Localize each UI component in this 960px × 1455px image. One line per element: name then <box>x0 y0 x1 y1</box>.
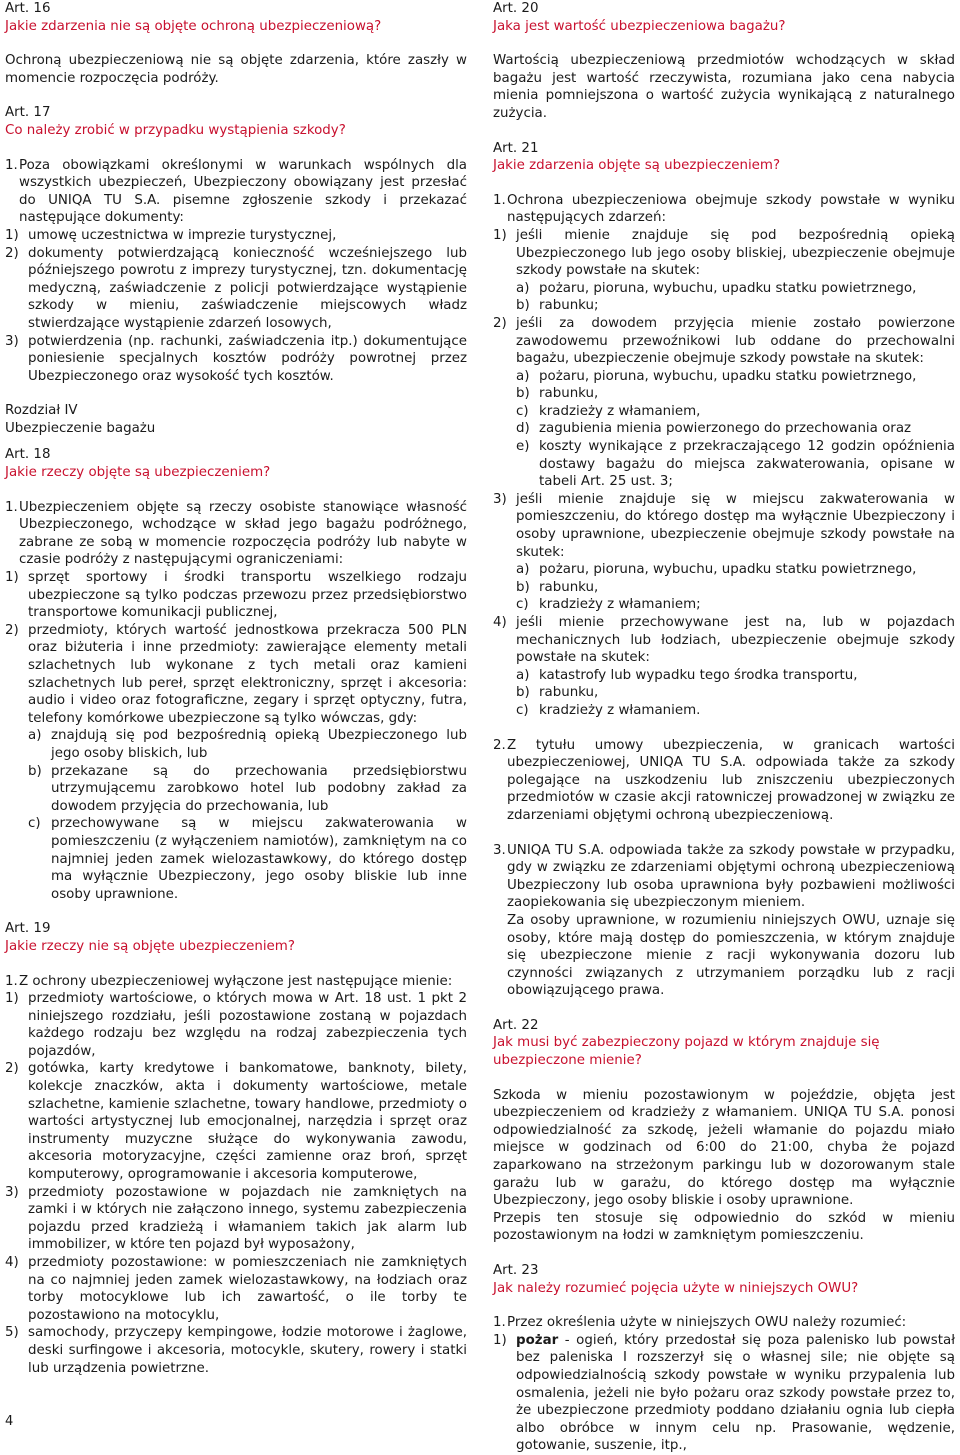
sub-list <box>516 667 955 720</box>
sub-item-letter: a) <box>516 562 530 578</box>
sub-item-letter: b) <box>516 685 530 701</box>
item-number: 3) <box>5 1184 19 1200</box>
item-number: 1) <box>5 227 19 243</box>
sub-list <box>516 280 955 315</box>
item-text: gotówka, karty kredytowe i bankomatowe, banknoty, bilety, kolekcje znaczków, akta i dokumenty wartościowe, metale szlachetne, kamienie szlachetne, towary handlowe, przedmioty o wartości artystycznej lub emocjonalnej, narzędzia i sprzęt oraz instrumenty muzyczne służące do wykonywania zawodu, akcesoria motoryzacyjne, części zamienne oraz broń, sprzęt komputerowy, oprogramowanie i akcesoria komputerowe, <box>28 1061 467 1183</box>
item-list <box>493 227 955 720</box>
article-title: Jak musi być zabezpieczony pojazd w którym znajduje się ubezpieczone mienie? <box>493 1035 880 1069</box>
article-20 <box>493 0 955 123</box>
paragraph-text: Z tytułu umowy ubezpieczenia, w granicach wartości ubezpieczeniowej, UNIQA TU S.A. odpowiada także za szkody polegające na uszkodzeniu lub zniszczeniu ubezpieczonych przedmiotów w czasie akcji ratowniczej prowadzonej w związku ze zdarzeniami objętymi ochroną ubezpieczeniową. <box>507 737 955 823</box>
item-number: 2) <box>5 245 19 261</box>
item-body <box>516 491 955 614</box>
list-item <box>493 315 955 491</box>
list-item <box>5 333 467 386</box>
sub-list <box>516 561 955 614</box>
paragraph <box>493 842 955 1000</box>
sub-item-text: przechowywane są w miejscu zakwaterowania w pomieszczeniu (z wyłączeniem namiotów), zamkniętym na co najmniej jeden zamek wielozastawkowy, do którego dostęp ma wyłącznie Ubezpieczony, jego osoby bliskie lub inne osoby uprawnione. <box>51 816 467 902</box>
article-number: Art. 17 <box>5 105 51 121</box>
left-column <box>5 0 467 1377</box>
article-text-2: Przepis ten stosuje się odpowiednio do szkód w mieniu pozostawionym na łodzi w zamkniętym pomieszczeniu. <box>493 1210 955 1244</box>
sub-item-text: zagubienia mienia powierzonego do przechowania oraz <box>539 421 912 437</box>
sub-item-text: katastrofy lub wypadku tego środka transportu, <box>539 667 858 683</box>
sub-item <box>516 403 955 421</box>
sub-item-letter: b) <box>516 579 530 595</box>
item-text: przedmioty pozostawione: w pomieszczeniach nie zamkniętych na co najmniej jeden zamek wielozastawkowy, na łodziach oraz torby motocyklowe lub ich zawartość, o ile torby te pozostawiono na motocyklu, <box>28 1255 467 1323</box>
article-title: Jakie rzeczy nie są objęte ubezpieczeniem? <box>5 938 295 954</box>
item-number: 2) <box>493 315 507 331</box>
sub-item <box>516 420 955 438</box>
article-number: Art. 19 <box>5 921 51 937</box>
sub-item-letter: b) <box>28 763 42 779</box>
sub-item <box>516 368 955 386</box>
item-number: 1) <box>5 570 19 586</box>
item-number: 3) <box>5 333 19 349</box>
sub-item-text: rabunku, <box>539 386 599 402</box>
paragraph-text: Poza obowiązkami określonymi w warunkach wspólnych dla wszystkich ubezpieczeń, Ubezpieczony obowiązany jest przesłać do UNIQA TU S.A. pisemne zgłoszenie szkody i przekazać następujące dokumenty: <box>19 157 467 226</box>
chapter-title: Ubezpieczenie bagażu <box>5 420 156 436</box>
article-title: Jakie zdarzenia nie są objęte ochroną ubezpieczeniową? <box>5 18 382 34</box>
item-body <box>516 614 955 720</box>
sub-item <box>516 684 955 702</box>
item-list <box>5 569 467 903</box>
paragraph-text: Ubezpieczeniem objęte są rzeczy osobiste stanowiące własność Ubezpieczonego, wchodzące w skład jego bagażu podróżnego, zabrane ze sobą w momencie rozpoczęcia podróży lub nabyte w czasie podróży z następującymi ograniczeniami: <box>19 499 467 568</box>
article-number: Art. 23 <box>493 1263 539 1278</box>
paragraph-text: Przez określenia użyte w niniejszych OWU należy rozumieć: <box>507 1315 907 1331</box>
sub-item-letter: c) <box>516 403 529 419</box>
sub-item-letter: c) <box>516 597 529 613</box>
sub-list <box>516 368 955 491</box>
sub-item-letter: c) <box>516 702 529 718</box>
list-item <box>493 491 955 614</box>
item-text: przedmioty wartościowe, o których mowa w Art. 18 ust. 1 pkt 2 niniejszego rozdziału, jeśli pozostawione zostaną w pojazdach każdego rodzaju bez względu na rodzaj zabezpieczenia tych pojazdów, <box>28 991 467 1059</box>
item-text: sprzęt sportowy i środki transportu wszelkiego rodzaju ubezpieczone są tylko podczas przewozu przez przedsiębiorstwo transportowe komunikacji publicznej, <box>28 570 467 621</box>
item-number: 4) <box>493 615 507 630</box>
article-title: Co należy zrobić w przypadku wystąpienia szkody? <box>5 122 346 138</box>
sub-item-letter: b) <box>516 386 530 402</box>
article-title: Jaka jest wartość ubezpieczeniowa bagażu? <box>493 18 786 34</box>
item-text: jeśli mienie znajduje się w miejscu zakwaterowania w pomieszczeniu, do którego dostęp ma wyłącznie Ubezpieczony i osoby uprawnione, ubezpieczenie obejmuje szkody powstałe na skutek: <box>516 491 955 560</box>
article-number: Art. 18 <box>5 447 51 463</box>
item-body <box>516 227 955 315</box>
paragraph <box>493 192 955 227</box>
sub-item-text: rabunku, <box>539 685 599 701</box>
list-item <box>493 614 955 720</box>
item-number: 2) <box>5 1061 19 1077</box>
sub-item <box>516 702 955 720</box>
item-text: samochody, przyczepy kempingowe, łodzie motorowe i żaglowe, deski surfingowe i akcesoria, motocykle, skutery, rowery i statki lub urządzenia powietrzne. <box>28 1325 467 1376</box>
article-title: Jakie rzeczy objęte są ubezpieczeniem? <box>5 465 271 481</box>
item-text: przedmioty pozostawione w pojazdach nie zamkniętych na zamki i w których nie załączono innego, systemu zabezpieczenia pojazdu przed kradzieżą i włamaniem takich jak alarm lub immobilizer, w które ten pojazd był wyposażony, <box>28 1184 467 1253</box>
paragraph-number: 2. <box>493 737 506 753</box>
sub-item-text: znajdują się pod bezpośrednią opieką Ubezpieczonego lub jego osoby bliskich, lub <box>51 728 467 761</box>
paragraph-text: UNIQA TU S.A. odpowiada także za szkody powstałe w przypadku, gdy w związku ze zdarzeniami objętymi ochroną ubezpieczeniową Ubezpieczony lub osoba uprawniona były pozbawieni możliwości zaopiekowania się ubezpieczonym mieniem. <box>507 842 955 911</box>
item-number: 1) <box>493 1332 507 1348</box>
paragraph-body <box>507 842 955 1000</box>
item-text: umowę uczestnictwa w imprezie turystycznej, <box>28 227 337 243</box>
definition-term: pożar <box>516 1332 559 1348</box>
item-number: 4) <box>5 1255 19 1270</box>
sub-item-text: kradzieży z włamaniem. <box>539 702 701 718</box>
item-number: 2) <box>5 622 19 638</box>
paragraph <box>493 1314 955 1332</box>
sub-item-text: rabunku, <box>539 579 599 595</box>
article-text: Ochroną ubezpieczeniową nie są objęte zdarzenia, które zaszły w momencie rozpoczęcia podróży. <box>5 53 467 86</box>
sub-item <box>516 385 955 403</box>
chapter-heading <box>5 402 467 437</box>
article-23 <box>493 1262 955 1455</box>
list-item <box>5 622 467 904</box>
definition-text: - ogień, który przedostał się poza palenisko lub powstał bez paleniska I rozszerzył się o własnej sile; nie objęte są odpowiedzialnością szkody powstałe w wyniku przypalenia lub osmalenia, jeżeli nie było pożaru oraz szkody powstałe przez to, że ubezpieczone przedmioty poddano działaniu ognia lub ciepła albo obróbce w innym celu np. Prasowanie, wędzenie, gotowanie, suszenie, itp., <box>516 1332 955 1454</box>
sub-item-letter: b) <box>516 298 530 314</box>
paragraph-number: 1. <box>5 499 18 515</box>
article-title: Jakie zdarzenia objęte są ubezpieczeniem? <box>493 158 781 174</box>
paragraph <box>5 499 467 569</box>
sub-item-text: pożaru, pioruna, wybuchu, upadku statku powietrznego, <box>539 280 917 296</box>
sub-item <box>516 596 955 614</box>
list-item <box>5 1060 467 1183</box>
sub-item-letter: a) <box>516 280 530 296</box>
paragraph <box>493 737 955 825</box>
article-16 <box>5 0 467 87</box>
item-text: dokumenty potwierdzającą konieczność wcześniejszego lub późniejszego powrotu z imprezy turystycznej, tzn. dokumentację medyczną, zaświadczenie z policji potwierdzające wystąpienie szkody w mieniu, zaświadczenie miejscowych władz stwierdzające wystąpienie zdarzeń losowych, <box>28 245 467 331</box>
paragraph-text: Z ochrony ubezpieczeniowej wyłączone jest następujące mienie: <box>19 973 453 989</box>
article-number: Art. 21 <box>493 140 539 156</box>
paragraph-number: 1. <box>5 157 18 173</box>
sub-item <box>516 280 955 298</box>
sub-item <box>516 297 955 315</box>
sub-item-text: koszty wynikające z przekraczającego 12 godzin opóźnienia dostawy bagażu do miejsca zakwaterowania, opisane w tabeli Art. 25 ust. 3; <box>539 439 955 490</box>
item-text: jeśli mienie przechowywane jest na, lub w pojazdach mechanicznych lub łodziach, ubezpieczenie obejmuje szkody powstałe na skutek: <box>516 615 955 666</box>
item-number: 5) <box>5 1325 19 1341</box>
paragraph-text-continued: Za osoby uprawnione, w rozumieniu niniejszych OWU, uznaje się osoby, które mają dostęp do pomieszczenia, w którym znajduje się ubezpieczone mienie z racji wykonywania dozoru lub czynności związanych z utrzymaniem porządku lub z racji obowiązującego prawa. <box>507 912 955 999</box>
item-number: 1) <box>493 227 507 243</box>
item-number: 1) <box>5 991 19 1007</box>
list-item <box>5 245 467 333</box>
list-item <box>5 227 467 245</box>
sub-item <box>516 438 955 491</box>
sub-item-letter: e) <box>516 439 530 455</box>
article-22 <box>493 1017 955 1245</box>
sub-item-text: rabunku; <box>539 298 599 314</box>
paragraph <box>5 973 467 991</box>
paragraph-number: 1. <box>493 1315 506 1331</box>
list-item <box>5 569 467 622</box>
list-item <box>5 1184 467 1254</box>
item-body <box>28 622 467 904</box>
sub-item <box>28 815 467 903</box>
item-text: potwierdzenia (np. rachunki, zaświadczenia itp.) dokumentujące poniesienie specjalnych kosztów podróży powrotnej przez Ubezpieczonego oraz wysokość tych kosztów. <box>28 333 467 384</box>
sub-item-letter: a) <box>516 667 530 683</box>
article-number: Art. 16 <box>5 1 51 16</box>
article-text: Wartością ubezpieczeniową przedmiotów wchodzących w skład bagażu jest wartość rzeczywista, rozumiana jako cena nabycia mienia pomniejszona o wartość zużycia wynikającą z naturalnego zużycia. <box>493 53 955 121</box>
page-number: 4 <box>5 1414 14 1429</box>
list-item <box>5 1324 467 1377</box>
chapter-number: Rozdział IV <box>5 403 78 419</box>
sub-item-text: kradzieży z włamaniem, <box>539 403 701 419</box>
article-17 <box>5 104 467 385</box>
paragraph <box>5 157 467 227</box>
sub-item-letter: a) <box>516 368 530 384</box>
definition-body <box>516 1332 955 1455</box>
list-item <box>5 990 467 1060</box>
article-number: Art. 22 <box>493 1017 539 1033</box>
article-text: Szkoda w mieniu pozostawionym w pojeździe, objęta jest ubezpieczeniem od kradzieży z włamaniem. UNIQA TU S.A. ponosi odpowiedzialność za szkodę, jeżeli włamanie do pojazdu miało miejsce w godzinach od 6:00 do 21:00, chyba że pojazd zaparkowano na strzeżonym parkingu lub w dozorowanym stale garażu lub w garażu, do którego dostęp ma wyłącznie Ubezpieczony, jego osoby bliskie i osoby uprawnione. <box>493 1087 955 1209</box>
sub-item <box>28 763 467 816</box>
sub-item-text: pożaru, pioruna, wybuchu, upadku statku powietrznego, <box>539 368 917 384</box>
sub-list <box>28 727 467 903</box>
paragraph-number: 3. <box>493 842 506 858</box>
sub-item <box>516 667 955 685</box>
item-number: 3) <box>493 491 507 507</box>
list-item <box>5 1254 467 1324</box>
sub-item-text: kradzieży z włamaniem; <box>539 597 701 613</box>
article-number: Art. 20 <box>493 1 539 16</box>
definition-item <box>493 1332 955 1455</box>
item-body <box>516 315 955 491</box>
sub-item-letter: c) <box>28 816 41 832</box>
item-list <box>5 227 467 385</box>
article-18 <box>5 446 467 903</box>
item-list <box>5 990 467 1377</box>
right-column <box>493 0 955 1455</box>
definition-list <box>493 1332 955 1455</box>
article-19 <box>5 920 467 1377</box>
sub-item-letter: d) <box>516 421 530 437</box>
list-item <box>493 227 955 315</box>
paragraph-number: 1. <box>5 973 18 989</box>
sub-item <box>28 727 467 762</box>
article-title: Jak należy rozumieć pojęcia użyte w niniejszych OWU? <box>493 1280 859 1296</box>
article-21 <box>493 140 955 1000</box>
item-text: jeśli za dowodem przyjęcia mienie zostało powierzone zawodowemu przewoźnikowi lub oddane do przechowalni bagażu, ubezpieczenie obejmuje szkody powstałe na skutek: <box>516 315 955 367</box>
paragraph-text: Ochrona ubezpieczeniowa obejmuje szkody powstałe w wyniku następujących zdarzeń: <box>507 192 955 226</box>
item-text: jeśli mienie znajduje się pod bezpośrednią opieką Ubezpieczonego lub jego osoby bliskiej, ubezpieczenie obejmuje szkody powstałe na skutek: <box>516 227 955 279</box>
sub-item <box>516 561 955 579</box>
sub-item <box>516 579 955 597</box>
sub-item-text: pożaru, pioruna, wybuchu, upadku statku powietrznego, <box>539 562 917 578</box>
sub-item-letter: a) <box>28 728 42 744</box>
item-text: przedmioty, których wartość jednostkowa przekracza 500 PLN oraz biżuteria i inne przedmioty: zawierające elementy metali szlachetnych lub wykonane z tych metali oraz kamieni szlachetnych lub pereł, sprzęt elektroniczny, sprzęt i akcesoria: audio i video oraz fotograficzne, zegary i sprzęt optyczny, futra, telefony komórkowe ubezpieczone są tylko wówczas, gdy: <box>28 622 467 726</box>
sub-item-text: przekazane są do przechowania przedsiębiorstwu utrzymującemu zarobkowo hotel lub podobny zakład za dowodem przyjęcia do przechowania, lub <box>51 763 467 814</box>
paragraph-number: 1. <box>493 192 506 208</box>
